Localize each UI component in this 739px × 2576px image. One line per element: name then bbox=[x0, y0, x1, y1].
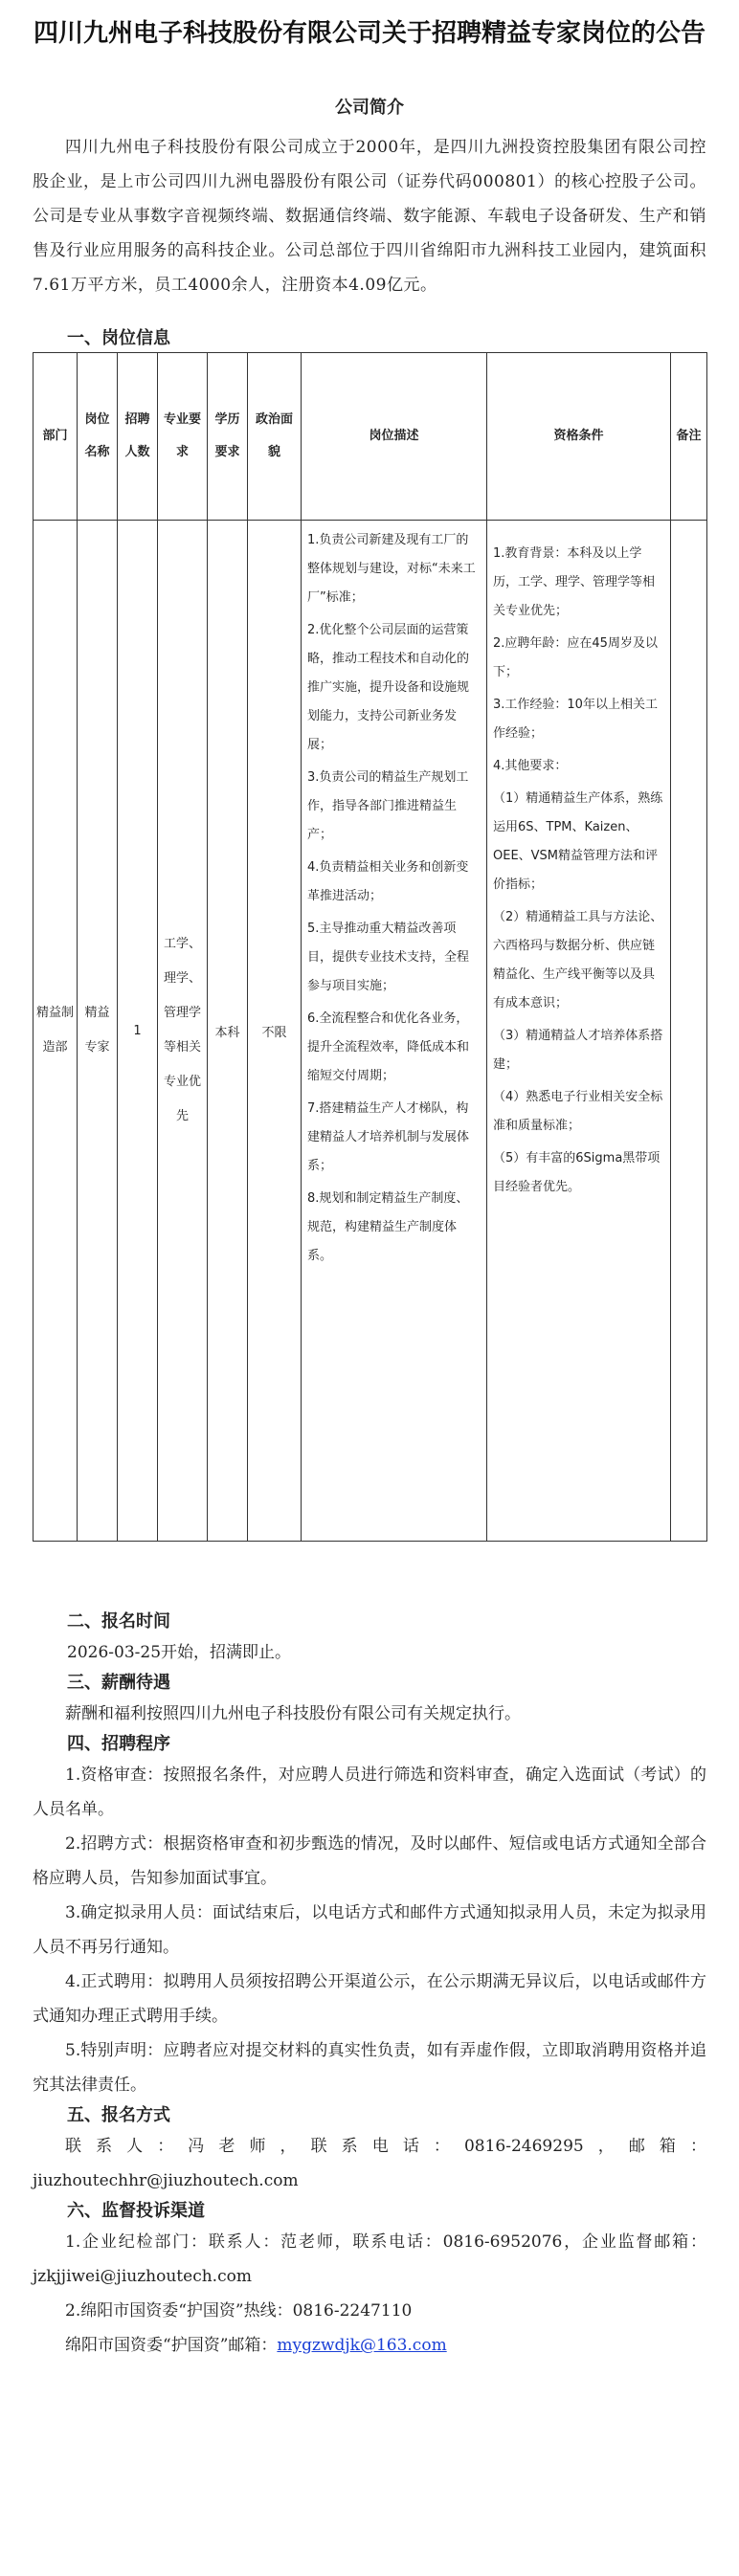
section-supervision bbox=[33, 2198, 706, 2363]
cell-major: 工学、理学、管理学等相关专业优先 bbox=[158, 521, 208, 1542]
req-item: 4.其他要求： bbox=[493, 759, 568, 773]
header-desc: 岗位描述 bbox=[302, 353, 487, 521]
section-title-supervision: 六、监督投诉渠道 bbox=[67, 2201, 205, 2221]
section-title-time: 二、报名时间 bbox=[67, 1611, 170, 1632]
apply-contact-text: 联系人：冯老师，联系电话：0816-2469295，邮箱：jiuzhoutechhr@jiuzhoutech.com bbox=[33, 2137, 706, 2190]
header-political: 政治面貌 bbox=[248, 353, 302, 521]
salary-text: 薪酬和福利按照四川九州电子科技股份有限公司有关规定执行。 bbox=[65, 1704, 521, 1723]
header-remark: 备注 bbox=[671, 353, 707, 521]
req-item: （1）精通精益生产体系，熟练运用6S、TPM、Kaizen、OEE、VSM精益管理方法和评价指标； bbox=[493, 791, 663, 892]
procedure-item: 5.特别声明：应聘者应对提交材料的真实性负责，如有弄虚作假，立即取消聘用资格并追究其法律责任。 bbox=[33, 2041, 706, 2095]
header-dept: 部门 bbox=[34, 353, 78, 521]
procedure-item: 4.正式聘用：拟聘用人员须按招聘公开渠道公示，在公示期满无异议后，以电话或邮件方式通知办理正式聘用手续。 bbox=[33, 1972, 706, 2026]
req-item: （4）熟悉电子行业相关安全标准和质量标准； bbox=[493, 1090, 663, 1133]
page-title: 四川九州电子科技股份有限公司关于招聘精益专家岗位的公告 bbox=[33, 19, 705, 48]
procedure-item: 2.招聘方式：根据资格审查和初步甄选的情况，及时以邮件、短信或电话方式通知全部合格应聘人员，告知参加面试事宜。 bbox=[33, 1834, 706, 1888]
header-count: 招聘人数 bbox=[118, 353, 158, 521]
desc-item: 1.负责公司新建及现有工厂的整体规划与建设，对标“未来工厂”标准； bbox=[307, 533, 476, 605]
req-item: （2）精通精益工具与方法论、六西格玛与数据分析、供应链精益化、生产线平衡等以及具有成本意识； bbox=[493, 910, 663, 1010]
cell-remark bbox=[671, 521, 707, 1542]
section-title-salary: 三、薪酬待遇 bbox=[67, 1673, 170, 1693]
procedure-item: 1.资格审查：按照报名条件，对应聘人员进行筛选和资料审查，确定入选面试（考试）的人员名单。 bbox=[33, 1765, 706, 1819]
company-section-title: 公司简介 bbox=[335, 98, 404, 118]
desc-item: 3.负责公司的精益生产规划工作，指导各部门推进精益生产； bbox=[307, 770, 469, 842]
registration-time-text: 2026-03-25开始，招满即止。 bbox=[67, 1643, 292, 1662]
req-item: （5）有丰富的6Sigma黑带项目经验者优先。 bbox=[493, 1151, 661, 1194]
req-item: （3）精通精益人才培养体系搭建； bbox=[493, 1029, 663, 1072]
cell-dept: 精益制造部 bbox=[34, 521, 78, 1542]
req-item: 3.工作经验：10年以上相关工作经验； bbox=[493, 698, 658, 741]
supervision-item-1: 1.企业纪检部门：联系人：范老师，联系电话：0816-6952076，企业监督邮箱：jzkjjiwei@jiuzhoutech.com bbox=[33, 2232, 706, 2286]
supervision-item-2: 2.绵阳市国资委“护国资”热线：0816-2247110 bbox=[65, 2301, 413, 2321]
header-edu: 学历要求 bbox=[208, 353, 248, 521]
section-procedure bbox=[33, 1731, 706, 2102]
section-apply bbox=[33, 2102, 706, 2198]
section-title-procedure: 四、招聘程序 bbox=[67, 1734, 170, 1754]
cell-desc bbox=[302, 521, 487, 1542]
company-intro: 四川九州电子科技股份有限公司成立于2000年，是四川九洲投资控股集团有限公司控股企业，是上市公司四川九洲电器股份有限公司（证券代码000801）的核心控股子公司。公司是专业从事数字音视频终端、数据通信终端、数字能源、车载电子设备研发、生产和销售及行业应用服务的高科技企业。公司总部位于四川省绵阳市九洲科技工业园内，建筑面积7.61万平方米，员工4000余人，注册资本4.09亿元。 bbox=[33, 138, 706, 295]
header-req: 资格条件 bbox=[487, 353, 671, 521]
supervision-email-label: 绵阳市国资委“护国资”邮箱： bbox=[65, 2336, 278, 2355]
section-salary bbox=[33, 1670, 706, 1731]
section-registration-time bbox=[33, 1609, 706, 1670]
cell-edu: 本科 bbox=[208, 521, 248, 1542]
header-post: 岗位名称 bbox=[78, 353, 118, 521]
section-title-apply: 五、报名方式 bbox=[67, 2105, 170, 2125]
desc-item: 4.负责精益相关业务和创新变革推进活动； bbox=[307, 860, 469, 903]
req-item: 2.应聘年龄：应在45周岁及以下； bbox=[493, 636, 658, 679]
desc-item: 2.优化整个公司层面的运营策略，推动工程技术和自动化的推广实施，提升设备和设施规划能力，支持公司新业务发展； bbox=[307, 623, 470, 752]
position-table bbox=[33, 352, 707, 1542]
supervision-email-link[interactable]: mygzwdjk@163.com bbox=[277, 2336, 447, 2355]
cell-count: 1 bbox=[118, 521, 158, 1542]
cell-req bbox=[487, 521, 671, 1542]
req-item: 1.教育背景：本科及以上学历，工学、理学、管理学等相关专业优先； bbox=[493, 546, 656, 618]
section-title-positions: 一、岗位信息 bbox=[67, 328, 170, 348]
header-major: 专业要求 bbox=[158, 353, 208, 521]
supervision-item-3 bbox=[33, 2328, 706, 2363]
cell-post: 精益专家 bbox=[78, 521, 118, 1542]
desc-item: 8.规划和制定精益生产制度、规范，构建精益生产制度体系。 bbox=[307, 1191, 469, 1263]
desc-item: 7.搭建精益生产人才梯队，构建精益人才培养机制与发展体系； bbox=[307, 1101, 470, 1173]
procedure-item: 3.确定拟录用人员：面试结束后，以电话方式和邮件方式通知拟录用人员，未定为拟录用人员不再另行通知。 bbox=[33, 1903, 706, 1957]
cell-political: 不限 bbox=[248, 521, 302, 1542]
table-header-row bbox=[34, 353, 707, 521]
desc-item: 5.主导推动重大精益改善项目，提供专业技术支持，全程参与项目实施； bbox=[307, 922, 470, 993]
desc-item: 6.全流程整合和优化各业务，提升全流程效率，降低成本和缩短交付周期； bbox=[307, 1011, 470, 1083]
table-row bbox=[34, 521, 707, 1542]
